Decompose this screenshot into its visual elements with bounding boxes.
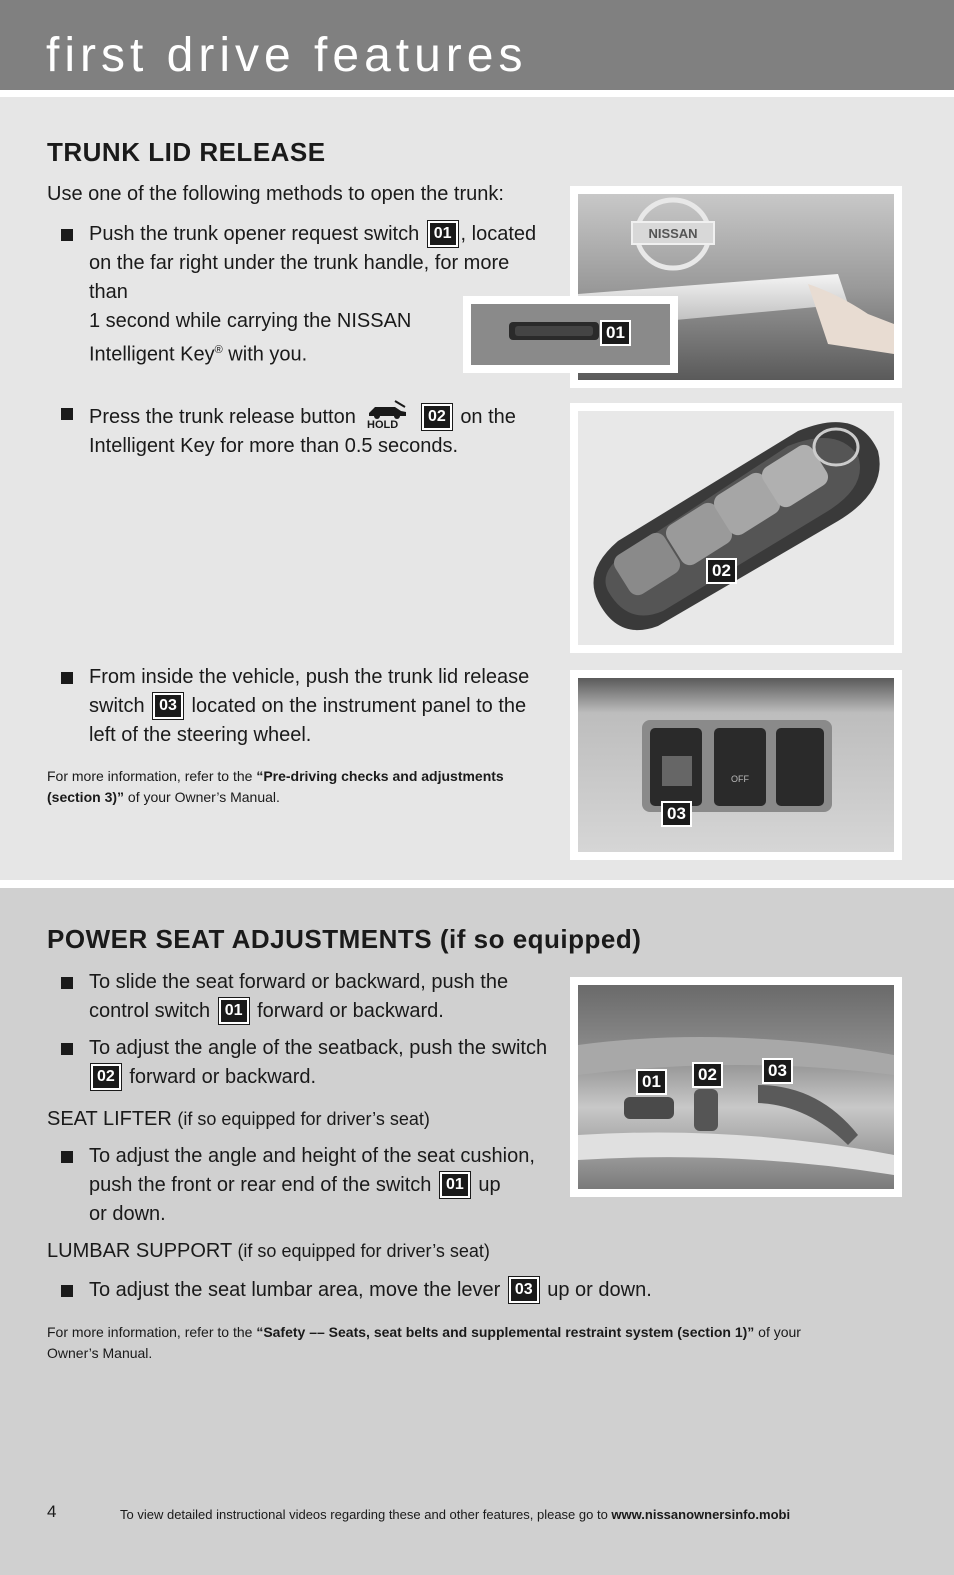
seat-lifter-heading [47,1105,430,1134]
text: of your Owner’s Manual. [124,789,280,805]
bullet-marker [61,408,73,420]
text: on the [460,406,516,428]
registered-mark: ® [214,344,223,356]
page-number: 4 [47,1502,57,1521]
text: For more information, refer to the [47,1324,257,1340]
trunk-title: TRUNK LID RELEASE [47,137,326,167]
callout-badge: 02 [422,404,452,430]
photo-callout-02: 02 [706,558,737,584]
bullet-marker [61,672,73,684]
text: forward or backward. [129,1066,317,1088]
trunk-bullet-2 [89,399,559,461]
text: control switch [89,1000,211,1022]
text: To slide the seat forward or backward, push the [89,971,509,993]
text: left of the steering wheel. [89,724,312,746]
trunk-bullet-3 [89,663,559,750]
seat-title [47,924,641,955]
lumbar-support-heading [47,1237,490,1266]
text: forward or backward. [257,1000,444,1022]
seat-title-suffix: (if so equipped) [439,924,642,954]
text: up or down. [547,1279,652,1301]
photo-callout-01: 01 [600,320,631,346]
callout-badge: 01 [219,998,249,1024]
bullet-marker [61,229,73,241]
text: To view detailed instructional videos regarding these and other features, please go to [120,1507,612,1522]
text: To adjust the angle of the seatback, push the switch [89,1037,548,1059]
callout-badge: 02 [91,1064,121,1090]
bullet-marker [61,1043,73,1055]
text: Intelligent Key [89,343,215,366]
page-title: first drive features [46,29,528,82]
seat-more-info [47,1322,907,1364]
text: switch [89,695,145,717]
callout-badge: 01 [440,1172,470,1198]
manual-reference: “Pre-driving checks and adjustments [256,768,504,784]
svg-text:OFF: OFF [731,774,749,784]
page-header [0,0,954,90]
svg-text:HOLD: HOLD [367,419,399,429]
svg-text:NISSAN: NISSAN [648,226,698,241]
text: push the front or rear end of the switch [89,1174,432,1196]
seat-controls-photo [578,985,894,1189]
callout-badge: 01 [428,221,458,247]
trunk-switch-inset [471,304,670,365]
key-fob-photo [578,411,894,645]
photo-callout-01: 01 [636,1069,667,1095]
trunk-intro: Use one of the following methods to open the trunk: [47,183,504,205]
callout-badge: 03 [153,693,183,719]
text: From inside the vehicle, push the trunk lid release [89,666,530,688]
footer-text [120,1507,790,1522]
text: with you. [222,343,308,366]
photo-callout-03: 03 [661,801,692,827]
photo-callout-02: 02 [692,1062,723,1088]
text: LUMBAR SUPPORT [47,1240,232,1262]
photo-callout-03: 03 [762,1058,793,1084]
text: For more information, refer to the [47,768,257,784]
text: (if so equipped for driver’s seat) [237,1241,490,1261]
bullet-marker [61,977,73,989]
text: 1 second while carrying the NISSAN [89,310,412,332]
seat-bullet-2 [89,1034,559,1092]
text: , located [460,223,537,245]
instrument-panel-photo [578,678,894,852]
text: or down. [89,1203,166,1225]
text: located on the instrument panel to the [191,695,527,717]
text: Press the trunk release button [89,406,356,428]
bullet-marker [61,1151,73,1163]
trunk-hold-icon [365,399,409,429]
text: To adjust the seat lumbar area, move the lever [89,1279,501,1301]
text: Push the trunk opener request switch [89,223,420,245]
text: of your [754,1324,801,1340]
text: (if so equipped for driver’s seat) [177,1109,430,1129]
seat-title-main: POWER SEAT ADJUSTMENTS [47,924,433,954]
text: Intelligent Key for more than 0.5 seconds. [89,435,459,457]
bullet-marker [61,1285,73,1297]
text: SEAT LIFTER [47,1108,172,1130]
footer-url: www.nissanownersinfo.mobi [611,1507,791,1522]
trunk-more-info [47,766,557,808]
manual-reference: (section 3)” [47,789,125,805]
text: To adjust the angle and height of the seat cushion, [89,1145,535,1167]
callout-badge: 03 [509,1277,539,1303]
lumbar-bullet [89,1276,869,1305]
seat-lifter-bullet [89,1142,559,1229]
seat-bullet-1 [89,968,559,1026]
text: Owner’s Manual. [47,1345,153,1361]
manual-reference: “Safety –– Seats, seat belts and supplemental restraint system (section 1)” [256,1324,755,1340]
text: on the far right under the trunk handle, for more than [89,252,510,303]
text: up [478,1174,501,1196]
